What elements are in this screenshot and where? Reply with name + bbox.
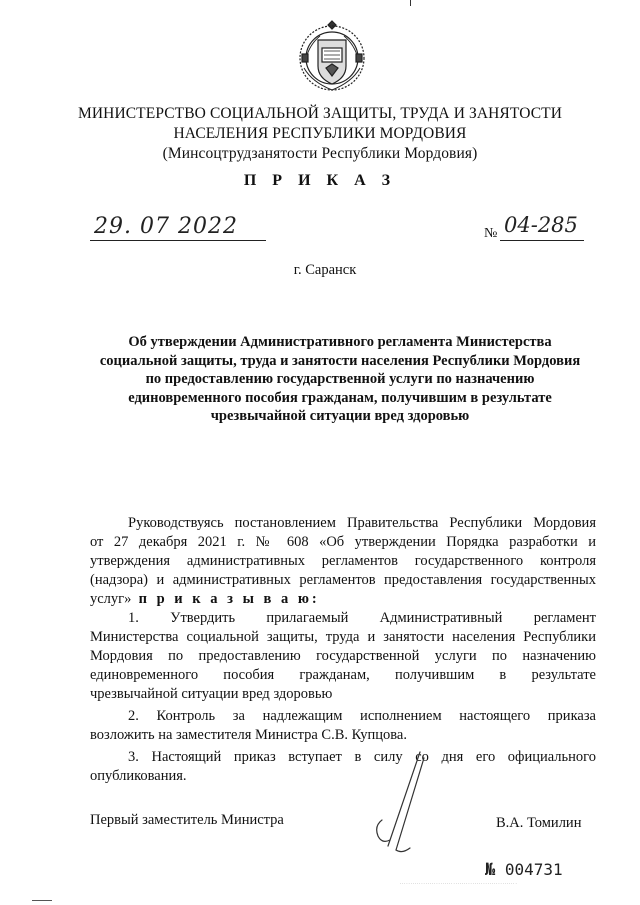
body-line: чрезвычайной ситуации вред здоровью <box>90 686 333 702</box>
ministry-name-line1: МИНИСТЕРСТВО СОЦИАЛЬНОЙ ЗАЩИТЫ, ТРУДА И ЗАНЯТОСТИ <box>77 105 563 122</box>
body-line: 3. Настоящий приказ вступает в силу со дня его официального <box>128 749 596 765</box>
serial-number-value: 004731 <box>504 860 563 879</box>
printer-imprint: · · · · · · · · · · · · · · · · · · · · · · · · · · · · · · · · · · · · · · · · · · · · · · · · · · · · · · · <box>400 882 517 886</box>
body-line <box>90 590 596 609</box>
body-line: единовременного пособия гражданам, получившим в результате <box>90 667 596 683</box>
ministry-header <box>40 104 600 164</box>
body-line: возложить на заместителя Министра С.В. Купцова. <box>90 727 407 743</box>
signatory-position: Первый заместитель Министра <box>90 812 284 828</box>
form-serial-number <box>485 860 563 880</box>
handwritten-signature <box>360 750 440 860</box>
signatory-name: В.А. Томилин <box>496 815 582 831</box>
order-directive-word: п р и к а з ы в а ю: <box>138 591 320 607</box>
ministry-short-name: (Минсоцтрудзанятости Республики Мордовия) <box>162 145 478 162</box>
subject-line: социальной защиты, труда и занятости населения Республики Мордовия <box>99 352 581 369</box>
serial-number-label: № <box>485 860 496 880</box>
body-line: Руководствуясь постановлением Правительства Республики Мордовия <box>128 515 596 531</box>
order-body <box>90 514 596 786</box>
body-line: 2. Контроль за надлежащим исполнением настоящего приказа <box>128 708 596 724</box>
body-line: опубликования. <box>90 768 187 784</box>
coat-of-arms-emblem <box>296 18 368 96</box>
city: г. Саранск <box>293 262 357 278</box>
body-line: (надзора) и административных регламентов предоставления государственных <box>90 572 596 588</box>
body-line: Министерства социальной защиты, труда и занятости населения Республики <box>90 629 596 645</box>
order-date: 29. 07 2022 <box>94 214 238 239</box>
order-subject <box>80 333 600 426</box>
subject-line: единовременного пособия гражданам, получившим в результате <box>128 389 552 406</box>
body-text-fragment: услуг» <box>90 591 132 607</box>
body-line: Мордовия по предоставлению государственной услуги по назначению <box>90 648 596 664</box>
body-line: утверждения административных регламентов государственного контроля <box>90 553 596 569</box>
subject-line: Об утверждении Административного регламента Министерства <box>128 334 552 350</box>
order-number: 04-285 <box>504 213 578 237</box>
subject-line: чрезвычайной ситуации вред здоровью <box>210 408 470 424</box>
order-number-label: № <box>484 226 498 241</box>
document-type-title: П Р И К А З <box>243 172 397 189</box>
bottom-edge-mark <box>32 900 52 901</box>
body-line: от 27 декабря 2021 г. № 608 «Об утверждении Порядка разработки и <box>90 534 596 550</box>
top-edge-mark <box>410 0 411 6</box>
subject-line: по предоставлению государственной услуги по назначению <box>145 371 535 387</box>
body-line: 1. Утвердить прилагаемый Административный регламент <box>128 610 596 626</box>
ministry-name-line2: НАСЕЛЕНИЯ РЕСПУБЛИКИ МОРДОВИЯ <box>173 125 467 142</box>
